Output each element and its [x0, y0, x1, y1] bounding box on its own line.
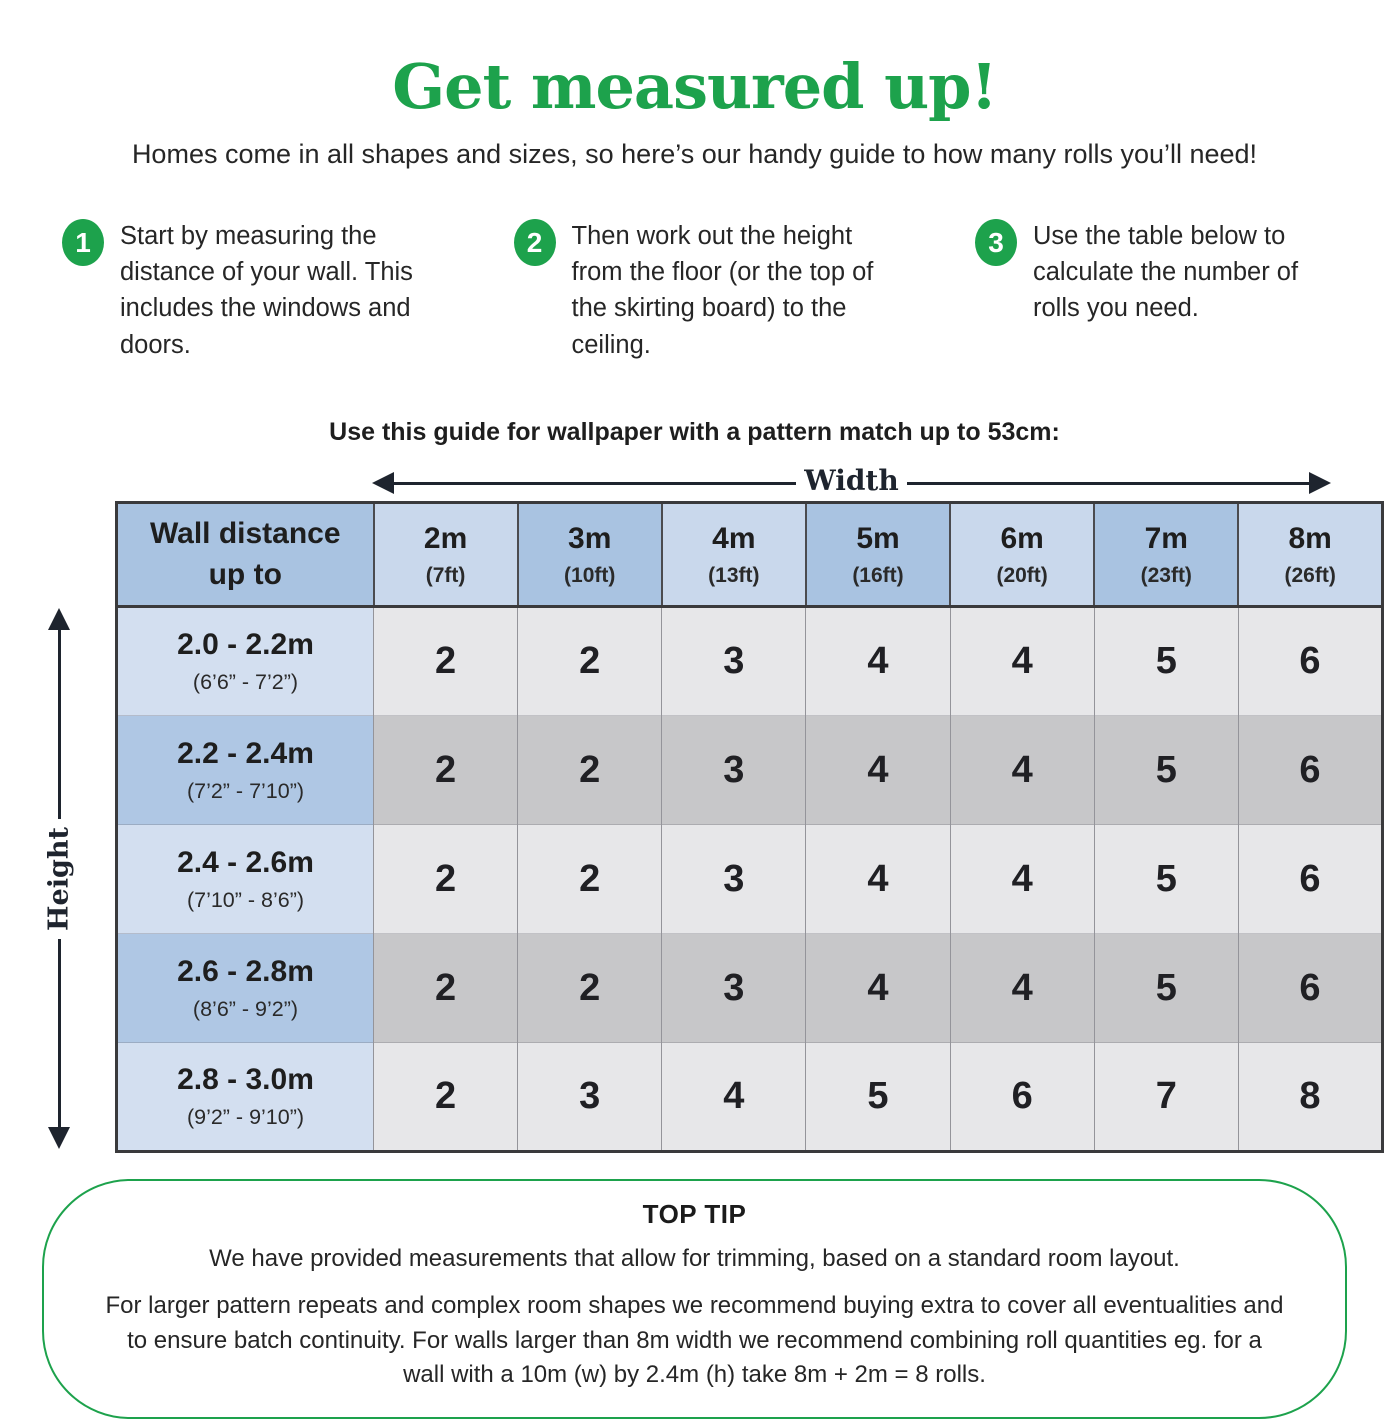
step-1: [62, 218, 436, 378]
rolls-value-cell: 4: [950, 607, 1094, 716]
table-row: [117, 716, 1383, 825]
height-arrow-line: [58, 939, 61, 1128]
row-label-cell: 2.8 - 3.0m (9’2” - 9’10”): [117, 1043, 374, 1152]
rolls-value-cell: 4: [806, 716, 950, 825]
rolls-table: [115, 501, 1384, 1153]
rolls-value-cell: 6: [950, 1043, 1094, 1152]
rolls-value-cell: 3: [518, 1043, 662, 1152]
page-subtitle: Homes come in all shapes and sizes, so here’s our handy guide to how many rolls you’ll need!: [131, 139, 1258, 169]
width-axis-label: Width: [804, 464, 899, 497]
height-axis-label: Height: [43, 826, 75, 931]
table-caption: Use this guide for wallpaper with a pattern match up to 53cm:: [329, 418, 1060, 446]
column-header-6m: 6m (20ft): [950, 503, 1094, 607]
rolls-value-cell: 2: [518, 825, 662, 934]
column-header-8m: 8m (26ft): [1238, 503, 1382, 607]
arrow-left-icon: [372, 472, 394, 494]
rolls-value-cell: 4: [662, 1043, 806, 1152]
table-row: [117, 607, 1383, 716]
table-row: [117, 1043, 1383, 1152]
step-2-text: Then work out the height from the floor (or the top of the skirting board) to the ceiling.: [571, 222, 874, 359]
table-row: [117, 825, 1383, 934]
step-3-text: Use the table below to calculate the number of rolls you need.: [1033, 222, 1299, 323]
arrow-up-icon: [48, 608, 70, 630]
step-1-number-badge: 1: [62, 219, 104, 266]
rolls-value-cell: 4: [950, 825, 1094, 934]
arrow-right-icon: [1309, 472, 1331, 494]
corner-header-cell: Wall distance up to: [117, 503, 374, 607]
rolls-value-cell: 7: [1094, 1043, 1238, 1152]
steps-row: [0, 218, 1389, 378]
height-axis-arrow: [37, 608, 81, 1149]
rolls-value-cell: 3: [662, 607, 806, 716]
rolls-value-cell: 3: [662, 716, 806, 825]
rolls-value-cell: 2: [374, 934, 518, 1043]
rolls-value-cell: 6: [1238, 716, 1382, 825]
step-3-number-badge: 3: [975, 219, 1017, 266]
top-tip-box: [42, 1179, 1347, 1419]
column-header-2m: 2m (7ft): [374, 503, 518, 607]
rolls-value-cell: 5: [1094, 607, 1238, 716]
table-header-row: [117, 503, 1383, 607]
rolls-value-cell: 4: [950, 716, 1094, 825]
rolls-value-cell: 2: [374, 825, 518, 934]
page-title: Get measured up!: [392, 50, 997, 123]
column-header-4m: 4m (13ft): [662, 503, 806, 607]
top-tip-line2: For larger pattern repeats and complex room shapes we recommend buying extra to cover all eventualities and to ensure batch continuity. For walls larger than 8m width we recommend combining roll quantities eg. for a wall with a 10m (w) by 2.4m (h) take 8m + 2m = 8 rolls.: [105, 1291, 1284, 1389]
column-header-3m: 3m (10ft): [518, 503, 662, 607]
height-arrow-line: [58, 630, 61, 819]
rolls-value-cell: 2: [518, 716, 662, 825]
rolls-value-cell: 6: [1238, 934, 1382, 1043]
width-arrow-line: [907, 482, 1309, 485]
rolls-value-cell: 4: [950, 934, 1094, 1043]
rolls-value-cell: 6: [1238, 825, 1382, 934]
column-header-5m: 5m (16ft): [806, 503, 950, 607]
rolls-value-cell: 3: [662, 825, 806, 934]
arrow-down-icon: [48, 1127, 70, 1149]
rolls-value-cell: 2: [518, 934, 662, 1043]
row-label-cell: 2.2 - 2.4m (7’2” - 7’10”): [117, 716, 374, 825]
column-header-7m: 7m (23ft): [1094, 503, 1238, 607]
step-2: [514, 218, 898, 378]
top-tip-heading: TOP TIP: [642, 1199, 747, 1229]
rolls-value-cell: 5: [806, 1043, 950, 1152]
rolls-value-cell: 8: [1238, 1043, 1382, 1152]
rolls-value-cell: 2: [374, 1043, 518, 1152]
row-label-cell: 2.6 - 2.8m (8’6” - 9’2”): [117, 934, 374, 1043]
rolls-value-cell: 5: [1094, 934, 1238, 1043]
step-1-text: Start by measuring the distance of your wall. This includes the windows and doors.: [120, 222, 413, 359]
step-2-number-badge: 2: [514, 219, 556, 266]
rolls-value-cell: 3: [662, 934, 806, 1043]
table-zone: [43, 501, 1384, 1153]
table-row: [117, 934, 1383, 1043]
row-label-cell: 2.4 - 2.6m (7’10” - 8’6”): [117, 825, 374, 934]
rolls-value-cell: 5: [1094, 716, 1238, 825]
rolls-value-cell: 6: [1238, 607, 1382, 716]
width-axis-arrow: [372, 464, 1331, 497]
row-label-cell: 2.0 - 2.2m (6’6” - 7’2”): [117, 607, 374, 716]
top-tip-line1: We have provided measurements that allow for trimming, based on a standard room layout.: [209, 1245, 1180, 1272]
rolls-value-cell: 4: [806, 934, 950, 1043]
step-3: [975, 218, 1327, 378]
width-arrow-line: [394, 482, 796, 485]
rolls-value-cell: 4: [806, 607, 950, 716]
rolls-value-cell: 4: [806, 825, 950, 934]
rolls-value-cell: 2: [374, 716, 518, 825]
rolls-value-cell: 2: [374, 607, 518, 716]
rolls-value-cell: 2: [518, 607, 662, 716]
rolls-value-cell: 5: [1094, 825, 1238, 934]
